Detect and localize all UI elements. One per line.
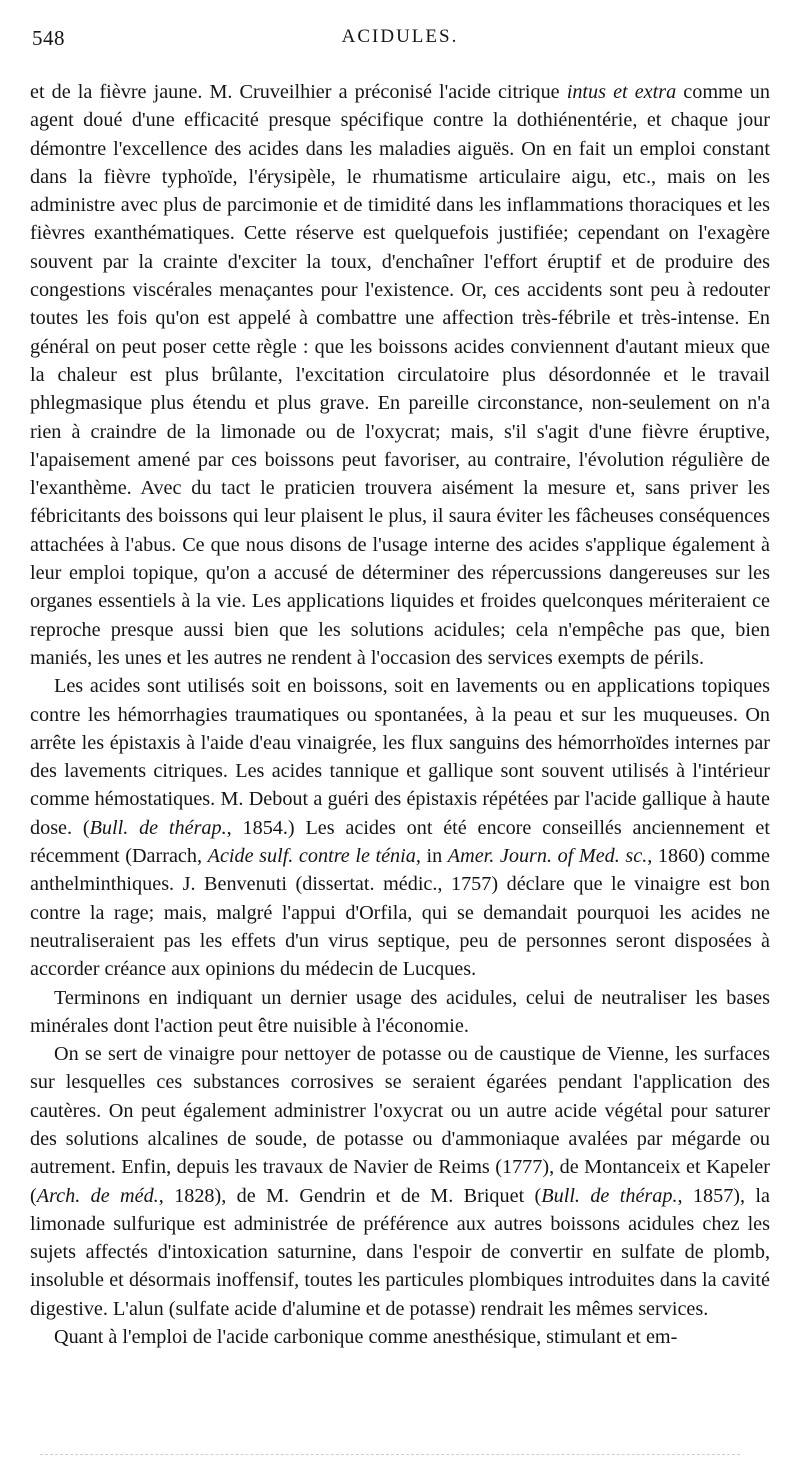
paragraph <box>30 1040 770 1323</box>
italic-citation: intus et extra <box>566 81 677 103</box>
page-number: 548 <box>32 26 65 50</box>
text-run: Terminons en indiquant un dernier usage des acidules, celui de neutraliser les bases minérales dont l'action peut être nuisible à l'économie. <box>30 986 770 1037</box>
text-run: comme un agent doué d'une efficacité presque spécifique contre la dothiénentérie, et chaque jour démontre l'excellence des acides dans les maladies aiguës. On en fait un emploi constant dans la fièvre typhoïde, l'érysipèle, le rhumatisme articulaire aigu, etc., mais on les administre avec plus de parcimonie et de timidité dans les inflammations thoraciques et les fièvres exanthématiques. Cette réserve est quelquefois justifiée; cependant on l'exagère souvent par la crainte d'exciter la toux, d'enchaîner l'effort éruptif et de produire des congestions viscérales menaçantes pour l'existence. Or, ces accidents sont peu à redouter toutes les fois qu'on est appelé à combattre une affection très-fébrile et très-intense. En général on peut poser cette règle : que les boissons acides conviennent d'autant mieux que la chaleur est plus brûlante, l'excitation circulatoire plus désordonnée et le travail phlegmasique plus étendu et plus grave. En pareille circonstance, non-seulement on n'a rien à craindre de la limonade ou de l'oxycrat; mais, s'il s'agit d'une fièvre éruptive, l'apaisement amené par ces boissons peut favoriser, au contraire, l'évolution régulière de l'exanthème. Avec du tact le praticien trouvera aisément la mesure et, sans priver les fébricitants des boissons qui leur plaisent le plus, il saura éviter les fâcheuses conséquences attachées à l'abus. Ce que nous disons de l'usage interne des acides s'applique également à leur emploi topique, qu'on a accusé de déterminer des répercussions dangereuses sur les organes essentiels à la vie. Les applications liquides et froides quelconques mériteraient ce reproche presque aussi bien que les solutions acidules; cela n'empêche pas que, bien maniés, les unes et les autres ne rendent à l'occasion des services exempts de périls. <box>30 81 770 669</box>
paragraph <box>30 78 770 672</box>
text-run: , 1854.) Les acides ont été encore conseillés anciennement et récemment (Darrach, <box>30 816 770 868</box>
italic-citation: Acide sulf. contre le ténia <box>207 845 416 868</box>
text-run: Quant à l'emploi de l'acide carbonique comme anesthésique, stimulant et em- <box>54 1326 678 1349</box>
paragraph <box>30 984 770 1041</box>
footer-rule <box>40 1454 740 1455</box>
text-run: On se sert de vinaigre pour nettoyer de potasse ou de caustique de Vienne, les surfaces sur lesquelles ces substances corrosives se seraient égarées pendant l'application des cautères. On peut également administrer l'oxycrat ou un autre acide végétal pour saturer des solutions alcalines de soude, de potasse ou d'ammoniaque avalées par mégarde ou autrement. Enfin, depuis les travaux de Navier de Reims (1777), de Montanceix et Kapeler ( <box>30 1043 770 1207</box>
italic-citation: Bull. de thérap. <box>89 816 227 839</box>
italic-citation: Arch. de méd. <box>36 1184 159 1207</box>
text-run: et de la fièvre jaune. M. Cruveilhier a préconisé l'acide citrique <box>30 81 567 103</box>
text-run: , in <box>415 845 448 868</box>
text-run: , 1857), la limonade sulfurique est administrée de préférence aux autres boissons acidules chez les sujets affectés d'intoxication saturnine, dans l'espoir de convertir en sulfate de plomb, insoluble et désormais inoffensif, toutes les particules plombiques introduites dans la cavité digestive. L'alun (sulfate acide d'alumine et de potasse) rendrait les mêmes services. <box>30 1184 770 1320</box>
running-head <box>30 12 770 48</box>
text-run: , 1860) comme anthelminthiques. J. Benvenuti (dissertat. médic., 1757) déclare que le vinaigre est bon contre la rage; mais, malgré l'appui d'Orfila, qui se demandait pourquoi les acides ne neutraliseraient pas les effets d'un virus septique, peu de personnes seront disposées à accorder créance aux opinions du médecin de Lucques. <box>30 845 770 981</box>
text-run: , 1828), de M. Gendrin et de M. Briquet ( <box>158 1184 542 1207</box>
italic-citation: Amer. Journ. of Med. sc. <box>447 845 648 868</box>
paragraph <box>30 1323 770 1351</box>
text-run: Les acides sont utilisés soit en boissons, soit en lavements ou en applications topiques contre les hémorrhagies traumatiques ou spontanées, à la peau et sur les muqueuses. On arrête les épistaxis à l'aide d'eau vinaigrée, les flux sanguins des hémorrhoïdes internes par des lavements citriques. Les acides tannique et gallique sont souvent utilisés à l'intérieur comme hémostatiques. M. Debout a guéri des épistaxis répétées par l'acide gallique à haute dose. ( <box>30 675 770 839</box>
paragraph <box>30 672 770 983</box>
running-title: ACIDULES. <box>341 26 459 47</box>
body-text <box>30 78 770 1351</box>
italic-citation: Bull. de thérap. <box>541 1184 678 1207</box>
